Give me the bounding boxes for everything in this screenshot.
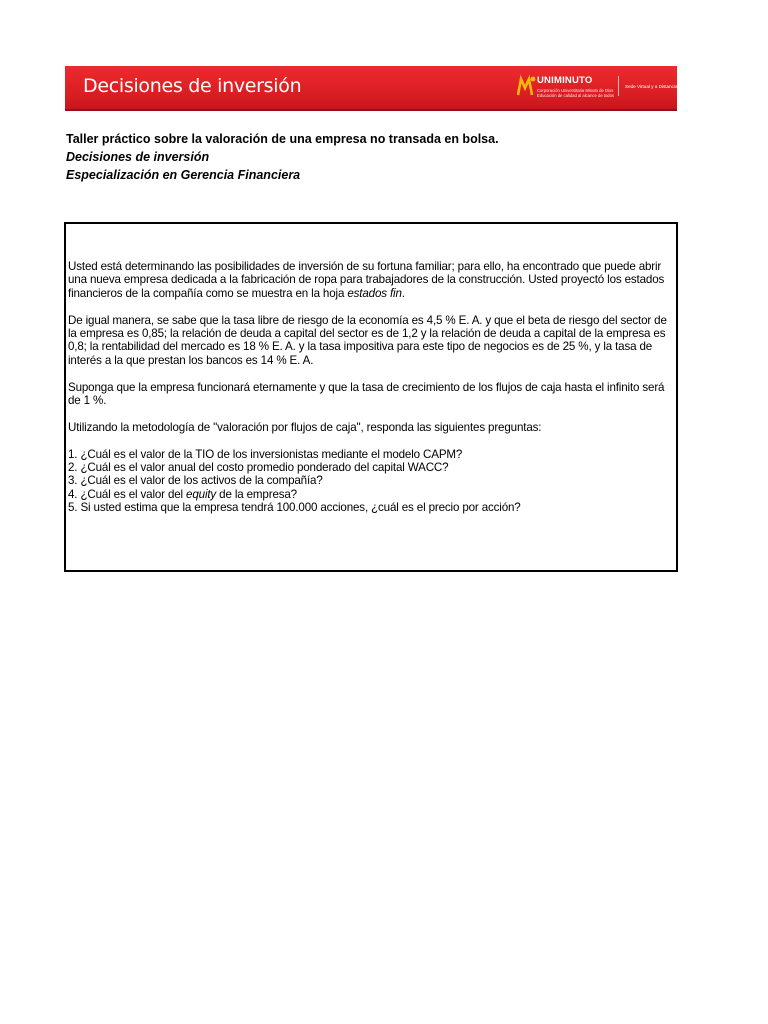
- header-banner: [65, 66, 677, 109]
- paragraph-parameters: De igual manera, se sabe que la tasa libre de riesgo de la economía es 4,5 % E. A. y que el beta de riesgo del sector de la empresa es 0,85; la relación de deuda a capital del sector es de 1,2 y la relación de deuda a capital de la empresa es 0,8; la rentabilidad del mercado es 18 % E. A. y la tasa impositiva para este tipo de negocios es de 25 %, y la tasa de interés a la que prestan los bancos es 14 % E. A.: [68, 313, 667, 367]
- workshop-title: Taller práctico sobre la valoración de una empresa no transada en bolsa.: [66, 132, 499, 146]
- uniminuto-logo: [517, 72, 678, 102]
- logo-subtitle: Corporación Universitaria Minuto de Dios: [537, 88, 614, 93]
- logo-tagline: Educación de calidad al alcance de todos: [537, 93, 615, 98]
- question-3: 3. ¿Cuál es el valor de los activos de la compañía?: [68, 474, 323, 488]
- paragraph-context-end: .: [401, 286, 405, 300]
- paragraph-context-text: Usted está determinando las posibilidades de inversión de su fortuna familiar; para ello, ha encontrado que puede abrir una nueva empresa dedicada a la fabricación de ropa para trabajadores de la construcción. Usted proyectó los estados financieros de la compañía como se muestra en la hoja: [68, 260, 665, 300]
- banner-title: Decisiones de inversión: [83, 75, 302, 97]
- logo-divider: [618, 76, 619, 96]
- question-4-end: de la empresa?: [216, 487, 297, 501]
- paragraph-context: [68, 260, 674, 300]
- course-name: Decisiones de inversión: [66, 150, 210, 164]
- question-2: 2. ¿Cuál es el valor anual del costo promedio ponderado del capital WACC?: [68, 461, 449, 475]
- question-5: 5. Si usted estima que la empresa tendrá 100.000 acciones, ¿cuál es el precio por acción?: [68, 501, 521, 515]
- sheet-reference: estados fin: [347, 286, 402, 300]
- logo-campus: Sede Virtual y a Distancia: [625, 84, 678, 89]
- logo-mark-icon: [517, 73, 537, 99]
- question-1: 1. ¿Cuál es el valor de la TIO de los inversionistas mediante el modelo CAPM?: [68, 447, 463, 461]
- paragraph-growth: Suponga que la empresa funcionará eternamente y que la tasa de crecimiento de los flujos de caja hasta el infinito será de 1 %.: [68, 380, 665, 408]
- program-name: Especialización en Gerencia Financiera: [66, 168, 301, 182]
- logo-name: UNIMINUTO: [537, 75, 593, 86]
- paragraph-instructions: Utilizando la metodología de "valoración por flujos de caja", responda las siguientes preguntas:: [68, 420, 542, 434]
- statement-box: [64, 222, 678, 572]
- equity-term: equity: [186, 487, 217, 501]
- question-4-start: 4. ¿Cuál es el valor del: [68, 487, 187, 501]
- statement-content: [68, 260, 674, 515]
- question-4: [68, 488, 674, 501]
